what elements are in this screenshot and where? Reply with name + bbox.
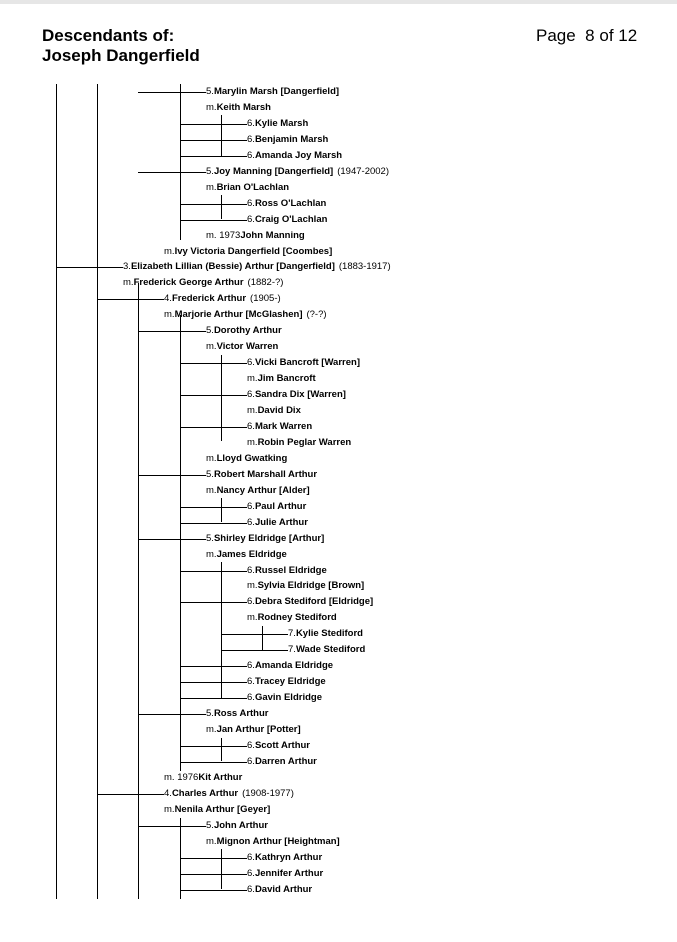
branch-line [221,562,222,698]
tree-row [247,756,317,768]
tree-row [247,565,327,577]
generation-prefix: m. [164,309,175,321]
person-name: Julie Arthur [254,516,308,528]
tree-row [247,517,308,529]
generation-prefix: 5. [206,468,214,480]
connector-line [97,794,164,795]
person-name: James Eldridge [216,548,287,560]
branch-line [56,84,57,899]
connector-line [180,395,247,396]
person-name: John Arthur [213,819,268,831]
connector-line [180,682,247,683]
person-name: Amanda Joy Marsh [254,149,343,161]
connector-line [180,571,247,572]
tree-row [164,293,281,305]
person-name: Kylie Stediford [295,628,363,640]
branch-line [221,738,222,761]
tree-row [247,660,333,672]
person-name: Marjorie Arthur [McGlashen] [174,309,303,321]
branch-line [97,84,98,899]
person-name: Debra Stediford [Eldridge] [254,596,374,608]
generation-prefix: m. [206,724,217,735]
generation-prefix: 6. [247,660,255,672]
generation-prefix: m. [206,181,217,193]
generation-prefix: m. [164,803,175,815]
tree-row [206,836,340,848]
person-name: Amanda Eldridge [254,660,334,672]
generation-prefix: 6. [247,133,255,145]
tree-row [247,884,312,896]
generation-prefix: 6. [247,500,255,512]
person-name: Gavin Eldridge [254,692,322,704]
generation-prefix: m. [206,484,217,496]
person-name: Nenila Arthur [Geyer] [174,803,271,815]
tree-row [247,214,327,226]
generation-prefix: 6. [247,213,255,225]
generation-prefix: 7. [288,628,296,640]
tree-row [247,150,342,162]
tree-row [247,389,346,401]
page-of-word: of [599,26,614,45]
person-name: Darren Arthur [254,755,317,767]
generation-prefix: m. [247,612,258,624]
connector-line [138,92,206,93]
person-name: Rodney Stediford [257,612,337,624]
branch-line [221,195,222,219]
generation-prefix: m. [247,405,258,416]
tree-row [123,277,283,289]
generation-prefix: 6. [247,389,255,401]
tree-row [206,166,389,178]
person-name: Lloyd Gwatking [216,452,288,464]
generation-prefix: 7. [288,644,296,656]
page-total: 12 [618,26,638,45]
tree-row [206,102,271,114]
connector-line [180,890,247,891]
branch-line [138,283,139,899]
person-name: Frederick George Arthur [133,277,244,289]
page-number: 8 [585,26,595,45]
person-name: Vicki Bancroft [Warren] [254,357,360,369]
generation-prefix: 5. [206,532,214,544]
life-dates: (1883-1917) [338,261,391,273]
connector-line [180,124,247,125]
generation-prefix: 6. [247,851,255,863]
branch-line [262,626,263,650]
generation-prefix: m. [206,452,217,464]
life-dates: (1947-2002) [337,165,389,177]
connector-line [138,539,206,540]
person-name: Brian O'Lachlan [216,181,290,193]
person-name: Paul Arthur [254,500,307,512]
tree-row [164,772,242,784]
tree-row [247,740,310,752]
branch-line [221,355,222,441]
person-name: Charles Arthur [171,787,239,799]
connector-line [180,858,247,859]
tree-row [247,580,364,592]
tree-row [247,134,328,146]
tree-row [206,533,324,545]
life-dates: (1908-1977) [242,787,294,799]
tree-row [206,325,282,337]
connector-line [180,698,247,699]
generation-prefix: 5. [206,165,214,177]
generation-prefix: m. [247,436,258,448]
person-name: Sandra Dix [Warren] [254,389,346,401]
tree-row [206,708,268,720]
connector-line [180,666,247,667]
tree-row [206,485,310,497]
tree-row [247,373,316,385]
person-name: Ivy Victoria Dangerfield [Coombes] [174,245,333,257]
connector-line [180,746,247,747]
person-name: Jim Bancroft [257,373,316,385]
connector-line [180,156,247,157]
person-name: Jan Arthur [Potter] [216,724,301,735]
generation-prefix: m. [206,101,217,113]
generation-prefix: 6. [247,739,255,751]
life-dates: (1905-) [250,293,281,305]
generation-prefix: 6. [247,755,255,767]
title-line-1: Descendants of: [42,26,175,45]
connector-line [56,267,123,268]
branch-line [221,498,222,522]
person-name: Scott Arthur [254,739,310,751]
generation-prefix: m. [206,835,217,847]
tree-row [164,804,270,816]
person-name: Shirley Eldridge [Arthur] [213,532,325,544]
person-name: Ross Arthur [213,708,269,720]
tree-row [206,453,287,465]
person-name: Kathryn Arthur [254,851,323,863]
branch-line [180,315,181,771]
tree-row [247,868,323,880]
tree-row [164,246,332,258]
tree-row [123,261,391,273]
generation-prefix: m. 1973 [206,229,241,241]
tree-row [247,118,308,130]
connector-line [180,140,247,141]
generation-prefix: 6. [247,149,255,161]
generation-prefix: 6. [247,197,255,209]
tree-row [247,405,301,417]
generation-prefix: m. 1976 [164,771,199,783]
person-name: Frederick Arthur [171,293,247,305]
generation-prefix: 4. [164,787,172,799]
tree-row [247,596,373,608]
tree-row [247,676,326,688]
generation-prefix: 6. [247,564,255,576]
generation-prefix: 6. [247,357,255,369]
report-title [42,26,200,66]
person-name: Mark Warren [254,420,313,432]
person-name: Kit Arthur [198,771,243,783]
tree-row [206,469,317,481]
person-name: Tracey Eldridge [254,676,326,688]
tree-row [206,341,278,353]
person-name: Elizabeth Lillian (Bessie) Arthur [Dangerfield] [130,261,335,273]
connector-line [180,874,247,875]
tree-row [247,437,351,449]
person-name: Marylin Marsh [Dangerfield] [213,86,340,97]
person-name: Robert Marshall Arthur [213,468,318,480]
person-name: Jennifer Arthur [254,867,324,879]
generation-prefix: m. [206,341,217,353]
generation-prefix: 6. [247,516,255,528]
connector-line [221,650,288,651]
connector-line [138,475,206,476]
person-name: Mignon Arthur [Heightman] [216,835,340,847]
title-line-2: Joseph Dangerfield [42,46,200,65]
generation-prefix: 5. [206,708,214,720]
branch-line [180,818,181,899]
connector-line [180,204,247,205]
person-name: Robin Peglar Warren [257,436,352,448]
person-name: Joy Manning [Dangerfield] [213,165,334,177]
person-name: Nancy Arthur [Alder] [216,484,310,496]
person-name: Benjamin Marsh [254,133,329,145]
tree-row [288,628,363,640]
person-name: Kylie Marsh [254,117,309,129]
generation-prefix: m. [247,580,258,592]
tree-row [247,612,337,624]
tree-row [247,501,306,513]
tree-row [206,724,301,736]
tree-row [164,309,327,321]
connector-line [180,220,247,221]
person-name: Victor Warren [216,341,279,353]
tree-row [288,644,365,656]
page-indicator [536,26,637,46]
connector-line [138,172,206,173]
person-name: David Dix [257,405,301,416]
person-name: Ross O'Lachlan [254,197,327,209]
tree-row [247,692,322,704]
connector-line [138,714,206,715]
person-name: John Manning [240,229,305,241]
generation-prefix: 6. [247,692,255,704]
top-border [0,0,677,4]
person-name: Sylvia Eldridge [Brown] [257,580,365,592]
tree-row [247,852,322,864]
tree-row [206,182,289,194]
generation-prefix: 5. [206,86,214,97]
tree-row [247,198,326,210]
tree-row [206,230,305,242]
generation-prefix: 6. [247,420,255,432]
tree-row [247,357,360,369]
connector-line [180,523,247,524]
life-dates: (1882-?) [247,277,284,289]
person-name: Wade Stediford [295,644,366,656]
generation-prefix: 5. [206,325,214,337]
generation-prefix: m. [164,245,175,257]
generation-prefix: 3. [123,261,131,273]
connector-line [180,427,247,428]
tree-row [164,788,294,800]
tree-row [206,820,268,832]
person-name: David Arthur [254,883,313,895]
person-name: Russel Eldridge [254,564,327,576]
tree-row [206,86,339,98]
connector-line [138,826,206,827]
generation-prefix: 6. [247,676,255,688]
branch-line [221,115,222,156]
generation-prefix: m. [123,277,134,289]
generation-prefix: 4. [164,293,172,305]
generation-prefix: m. [206,548,217,560]
generation-prefix: 6. [247,117,255,129]
generation-prefix: 6. [247,883,255,895]
connector-line [180,602,247,603]
connector-line [97,299,164,300]
person-name: Craig O'Lachlan [254,213,328,225]
page-word: Page [536,26,576,45]
generation-prefix: 6. [247,867,255,879]
tree-row [206,549,287,561]
connector-line [180,762,247,763]
connector-line [180,363,247,364]
generation-prefix: 6. [247,596,255,608]
branch-line [221,849,222,889]
tree-row [247,421,312,433]
connector-line [180,507,247,508]
person-name: Dorothy Arthur [213,325,282,337]
branch-line [180,84,181,240]
person-name: Keith Marsh [216,101,271,113]
connector-line [138,331,206,332]
life-dates: (?-?) [306,309,327,321]
generation-prefix: m. [247,373,258,385]
connector-line [221,634,288,635]
generation-prefix: 5. [206,819,214,831]
